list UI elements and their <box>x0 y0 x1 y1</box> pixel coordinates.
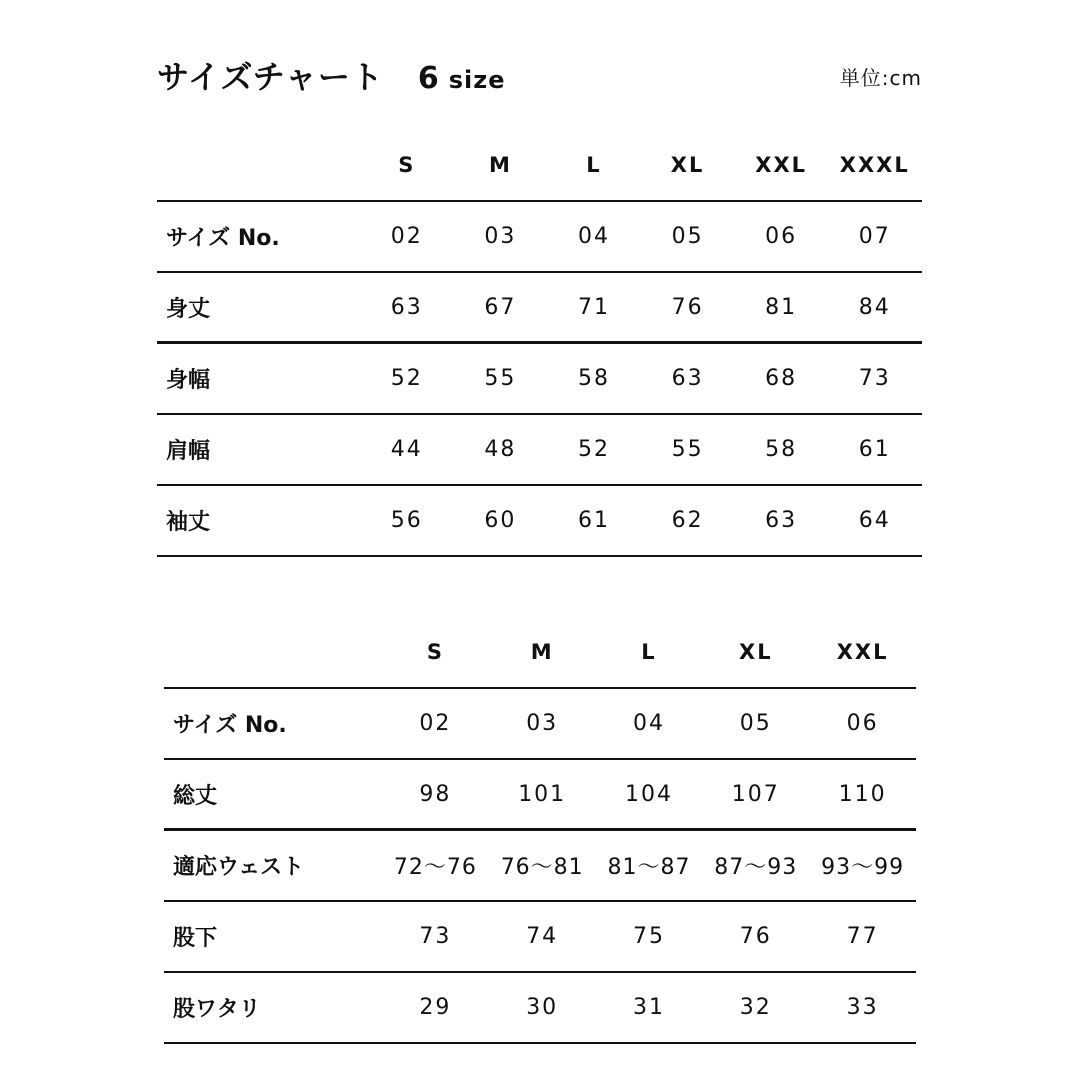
size-header-l: L <box>641 640 657 664</box>
row-label: 適応ウェスト <box>173 855 305 880</box>
row-label: 総丈 <box>173 783 218 809</box>
table-cell: 31 <box>632 995 665 1020</box>
size-header-l: L <box>586 153 602 177</box>
table-cell: 32 <box>739 995 772 1020</box>
table-cell: 87〜93 <box>714 855 798 880</box>
table-cell: 72〜76 <box>393 855 477 880</box>
table-cell: 56 <box>390 508 423 533</box>
table-header-row <box>157 130 922 202</box>
table-cell: 68 <box>765 366 798 391</box>
row-label: 股下 <box>173 926 218 951</box>
table-row-thigh-width <box>164 973 916 1044</box>
table-cell: 30 <box>526 995 559 1020</box>
table-row-waist-range <box>164 831 916 902</box>
row-label: 袖丈 <box>166 510 211 535</box>
table-cell: 02 <box>419 711 452 736</box>
table-cell: 77 <box>846 924 879 949</box>
table-cell: 67 <box>484 294 517 320</box>
table-cell: 75 <box>632 924 665 949</box>
table-row-body-length <box>157 273 922 344</box>
size-header-s: S <box>398 153 416 177</box>
table-cell: 63 <box>765 508 798 533</box>
row-label: 身丈 <box>166 296 211 322</box>
table-cell: 58 <box>765 437 798 462</box>
row-label: サイズ No. <box>173 713 287 738</box>
table-cell: 81 <box>765 294 798 320</box>
table-cell: 58 <box>577 366 610 391</box>
table-cell: 29 <box>419 995 452 1020</box>
table-cell: 60 <box>484 508 517 533</box>
table-cell: 63 <box>671 366 704 391</box>
table-cell: 33 <box>846 995 879 1020</box>
table-cell: 107 <box>731 781 780 807</box>
table-header-row <box>164 617 916 689</box>
table-row-shoulder-width <box>157 415 922 486</box>
table-cell: 101 <box>518 781 567 807</box>
size-header-xxl: XXL <box>755 153 808 177</box>
table-cell: 52 <box>577 437 610 462</box>
table-cell: 44 <box>390 437 423 462</box>
table-cell: 76〜81 <box>500 855 584 880</box>
title-text: サイズチャート <box>157 58 384 96</box>
size-chart-title <box>157 52 505 96</box>
table-cell: 55 <box>671 437 704 462</box>
table-row-sleeve-length <box>157 486 922 557</box>
table-cell: 05 <box>671 224 704 249</box>
table-cell: 93〜99 <box>821 855 905 880</box>
table-cell: 76 <box>739 924 772 949</box>
table-row-total-length <box>164 760 916 831</box>
table-row-body-width <box>157 344 922 415</box>
table-cell: 06 <box>765 224 798 249</box>
table-cell: 71 <box>577 294 610 320</box>
table-cell: 03 <box>484 224 517 249</box>
table-cell: 61 <box>858 437 891 462</box>
table-cell: 63 <box>390 294 423 320</box>
table-cell: 81〜87 <box>607 855 691 880</box>
table-cell: 48 <box>484 437 517 462</box>
table-row-size-no <box>164 689 916 760</box>
table-cell: 104 <box>624 781 673 807</box>
table-cell: 62 <box>671 508 704 533</box>
table-row-size-no <box>157 202 922 273</box>
table-cell: 04 <box>632 711 665 736</box>
unit-label: 単位:cm <box>839 66 922 90</box>
table-cell: 55 <box>484 366 517 391</box>
table-cell: 61 <box>577 508 610 533</box>
bottoms-size-table <box>164 617 916 1044</box>
table-cell: 74 <box>526 924 559 949</box>
table-cell: 04 <box>577 224 610 249</box>
table-cell: 07 <box>858 224 891 249</box>
table-cell: 76 <box>671 294 704 320</box>
size-count-number: 6 <box>417 61 439 96</box>
table-cell: 02 <box>390 224 423 249</box>
table-cell: 64 <box>858 508 891 533</box>
table-cell: 84 <box>858 294 891 320</box>
row-label: 肩幅 <box>166 439 211 464</box>
row-label: サイズ No. <box>166 226 280 251</box>
size-header-xl: XL <box>670 153 705 177</box>
table-cell: 03 <box>526 711 559 736</box>
row-label: 身幅 <box>166 368 211 393</box>
table-cell: 73 <box>858 366 891 391</box>
size-header-m: M <box>530 640 554 664</box>
size-header-m: M <box>488 153 512 177</box>
size-header-xl: XL <box>739 640 773 664</box>
tops-size-table <box>157 130 922 557</box>
table-cell: 52 <box>390 366 423 391</box>
table-cell: 98 <box>419 781 452 807</box>
size-header-xxl: XXL <box>836 640 889 664</box>
size-header-s: S <box>426 640 444 664</box>
table-cell: 05 <box>739 711 772 736</box>
size-header-xxxl: XXXL <box>839 153 910 177</box>
table-cell: 73 <box>419 924 452 949</box>
table-cell: 110 <box>838 781 887 807</box>
table-cell: 06 <box>846 711 879 736</box>
row-label: 股ワタリ <box>173 997 261 1022</box>
table-row-inseam <box>164 902 916 973</box>
size-count-word: size <box>448 66 506 94</box>
